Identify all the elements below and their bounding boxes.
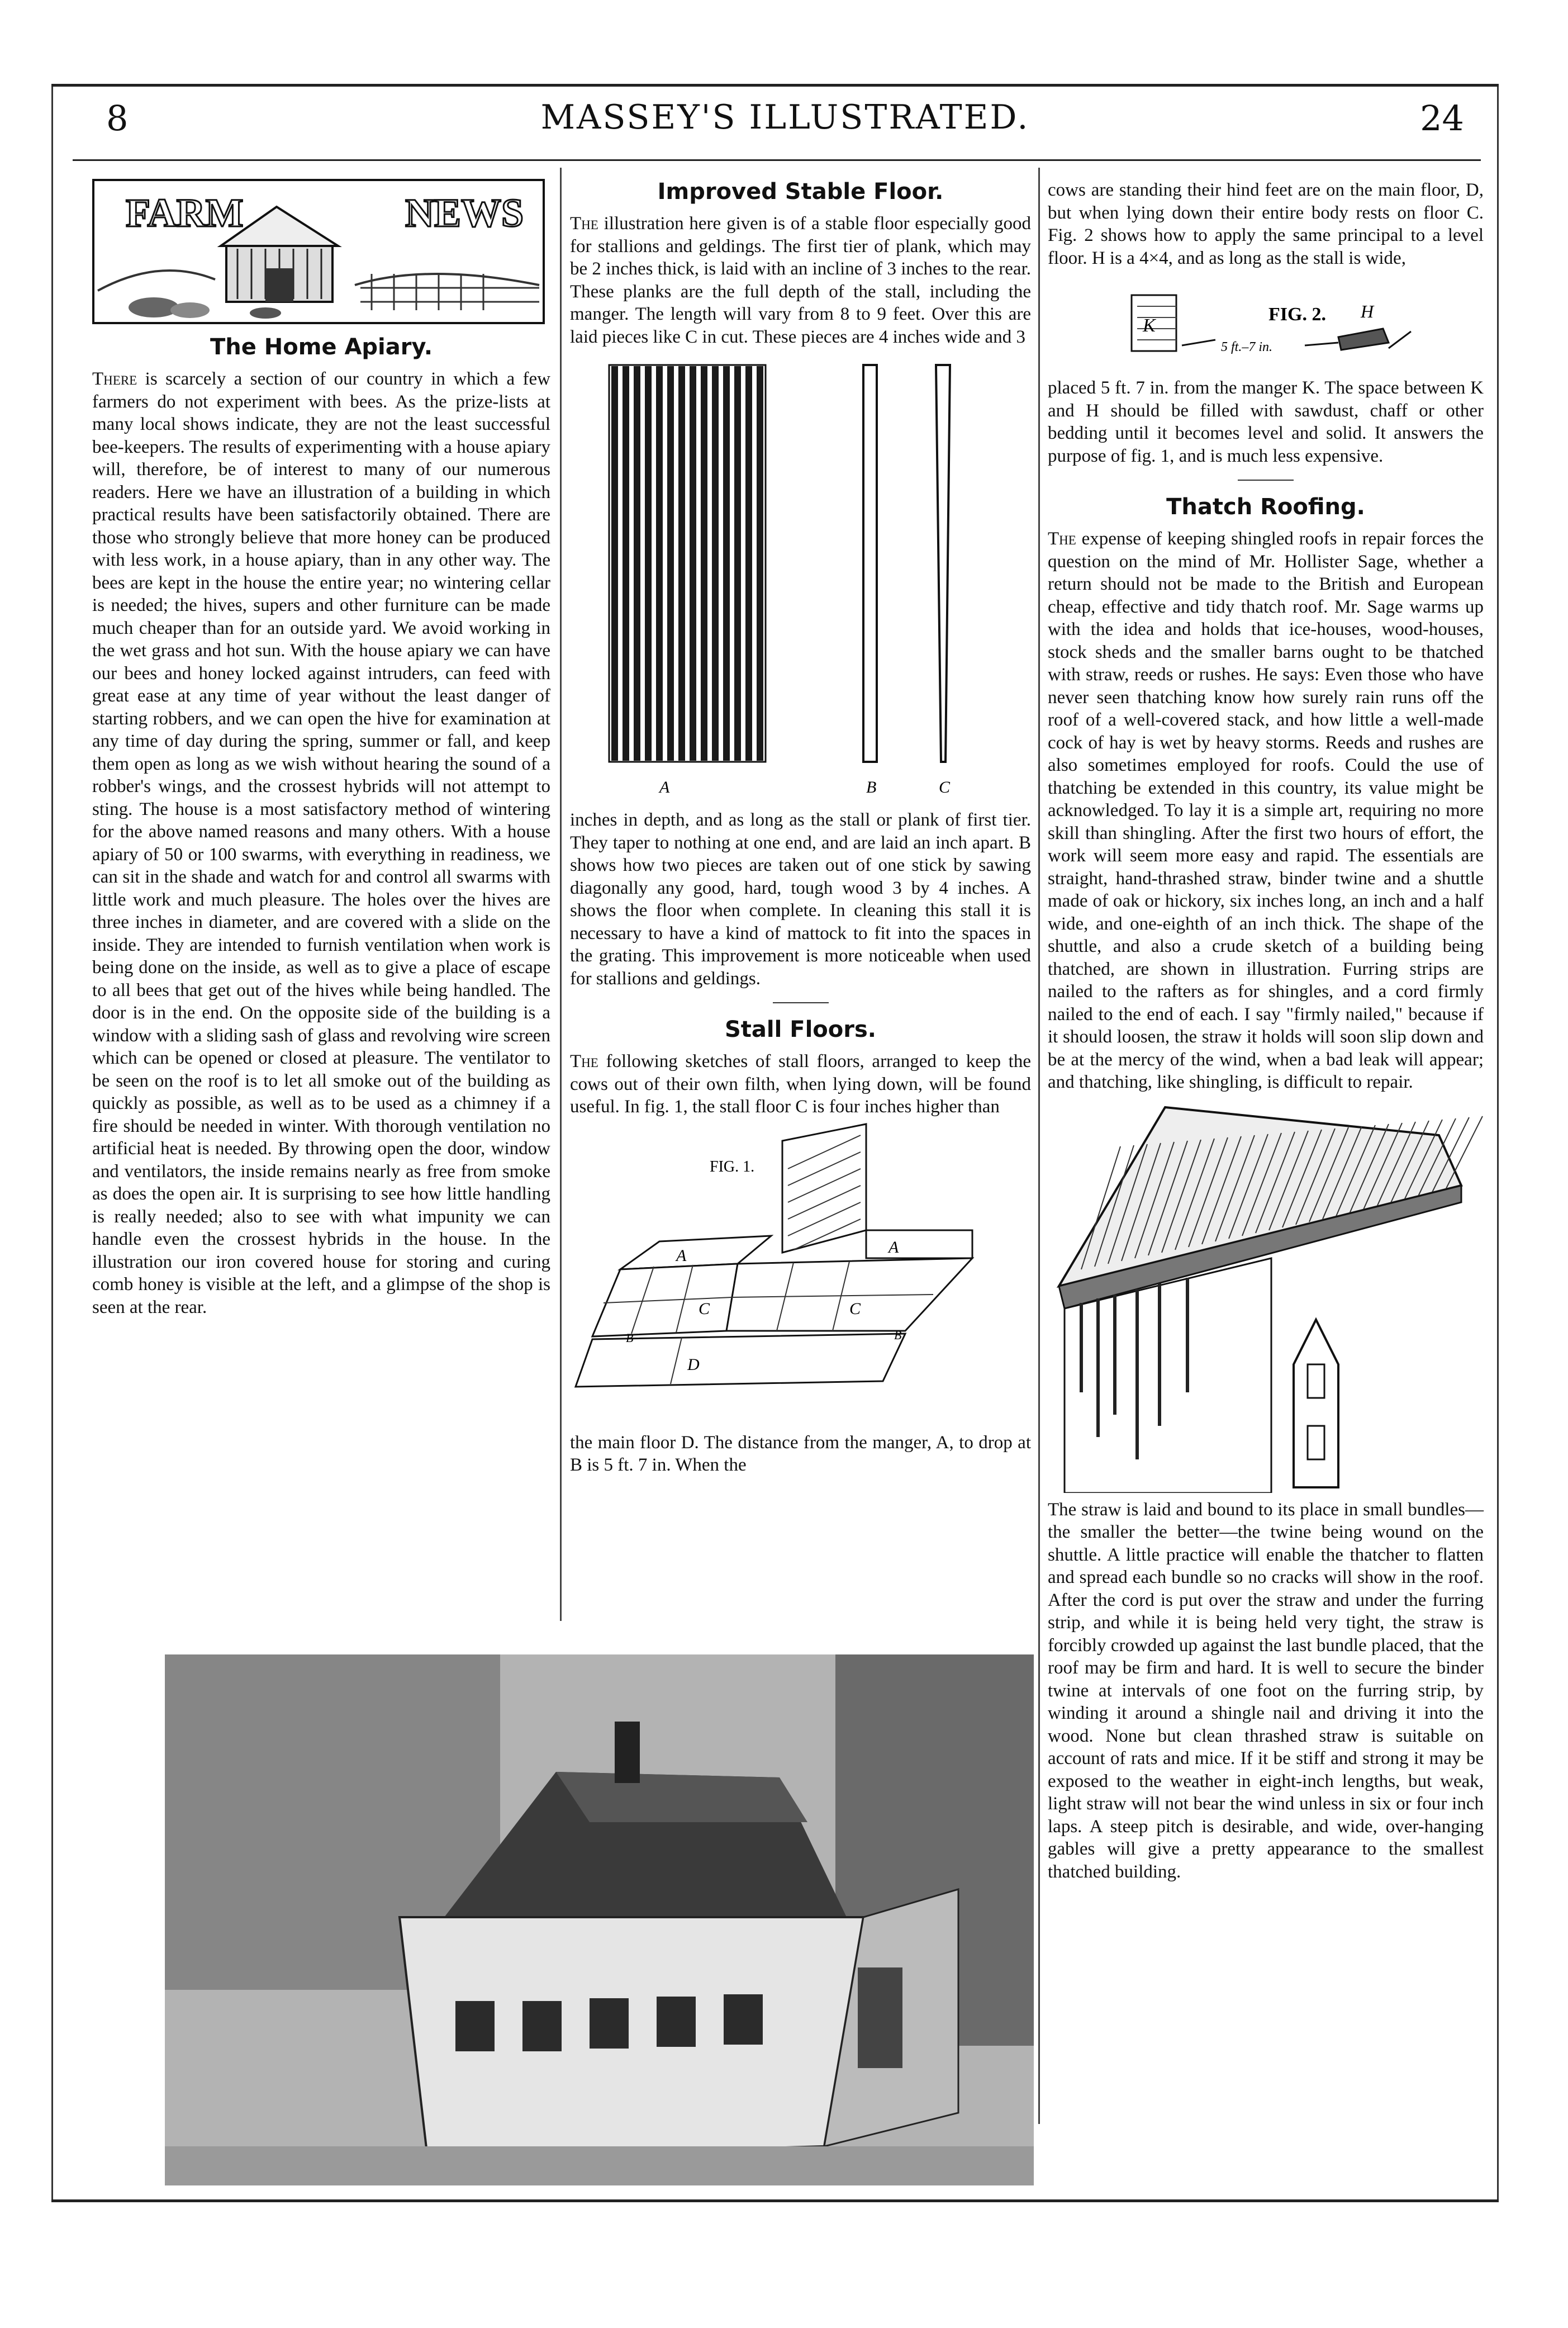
stall-floors-body-3: cows are standing their hind feet are on the main floor, D, but when lying down their entire body rests on floor C. Fig. 2 shows how to apply the same principal to a level floor. H is a 4×4, and as long as the stall is wide,	[1048, 180, 1484, 268]
fig2-h: H	[1361, 301, 1374, 321]
stall-floors-body-2: the main floor D. The distance from the manger, A, to drop at B is 5 ft. 7 in. When the	[570, 1432, 1031, 1475]
home-apiary-body	[92, 368, 550, 1319]
home-apiary-title: The Home Apiary.	[210, 334, 433, 360]
masthead-title: MASSEY'S ILLUSTRATED.	[540, 98, 1030, 137]
fig2-dimension: 5 ft.–7 in.	[1221, 340, 1273, 354]
stable-floor-body-2: inches in depth, and as long as the stall or plank of first tier. They taper to nothing at one end, and are laid an inch apart. B shows how two pieces are taken out of one stick by sawing diagonally any good, hard, tough wood 3 by 4 inches. A shows the floor when complete. In cleaning this stall it is necessary to have a kind of mattock to fit into the spaces in the grating. This improvement is more noticeable when used for stallions and geldings.	[570, 810, 1031, 989]
stall-floors-dropword: The	[570, 1051, 598, 1071]
thatch-stroke	[1443, 1116, 1483, 1194]
svg-text:NEWS: NEWS	[405, 191, 524, 235]
grating-slat	[690, 366, 696, 761]
grating-slat	[757, 366, 763, 761]
column-3	[1048, 179, 1484, 1883]
stall-floors-text-1: following sketches of stall floors, arranged to keep the cows out of their own filth, when lying down, will be found useful. In fig. 1, the stall floor C is four inches higher than	[570, 1051, 1031, 1117]
stall-floors-body-1	[570, 1050, 1031, 1118]
house-apiary-photo	[165, 1654, 1034, 2185]
grating-slat	[734, 366, 741, 761]
fig1-a1: A	[676, 1246, 687, 1265]
label-a: A	[659, 778, 670, 796]
column-rule-1	[560, 168, 562, 1621]
grating-slat	[712, 366, 719, 761]
fig1-label: FIG. 1.	[710, 1158, 755, 1175]
floor-grating-a	[609, 365, 766, 762]
plank-b	[863, 365, 877, 762]
grating-slat	[611, 366, 618, 761]
stable-floor-body-1	[570, 212, 1031, 348]
grating-frame	[609, 365, 766, 762]
fig1-d: D	[687, 1355, 700, 1374]
stable-floor-text-1: illustration here given is of a stable floor especially good for stallions and geldings. The first tier of plank, which may be 2 inches thick, is laid with an incline of 3 inches to the rear. These planks are the full depth of the stall, including the manger. The length will vary from 8 to 9 feet. Over this are laid pieces like C in cut. These pieces are 4 inches wide and 3	[570, 214, 1031, 347]
stable-floor-illustration	[570, 354, 1031, 807]
label-b: B	[866, 778, 877, 796]
grating-slat	[701, 366, 707, 761]
label-c: C	[939, 778, 951, 796]
thatch-body-1	[1048, 528, 1484, 1094]
divider	[773, 1002, 829, 1003]
home-apiary-text: is scarcely a section of our country in which a few farmers do not experiment with bees. As the prize-lists at many local shows indicate, they are not the least successful bee-keepers. The results of experimenting with a house apiary will, therefore, be of interest to many of our numerous readers. Here we have an illustration of a building in which practical results have been satisfactorily obtained. There are those who strongly believe that more honey can be produced with less work, in a house apiary, than in any other way. The bees are kept in the house the entire year; no wintering cellar is needed; the hives, supers and other furniture can be made much cheaper than for an outside yard. We avoid working in the wet grass and hot sun. With the house apiary we can have our bees and honey locked against intruders, can feed with great ease at any time of year without the least danger of starting robbers, and we can open the hive for examination at any time of day during the spring, summer or fall, and keep them open as long as we wish without hearing the sound of a robber's wings, and the crossest hybrids will not attempt to sting. The house is a most satisfactory method of wintering for the above named reasons and many others. With a house apiary of 50 or 100 swarms, with everything in readiness, we can sit in the shade and watch for and control all swarms with little work and much pleasure. The holes over the hives are three inches in diameter, and are covered with a slide on the inside. They are intended to furnish ventilation when work is being done on the inside, as well as to give a place of escape to all bees that get out of the hives while being handled. The door is in the end. On the opposite side of the building is a window with a sliding sash of glass and revolving wire screen which can be opened or closed at pleasure. The ventilator to be seen on the roof is to let all smoke out of the building as quickly as possible, as well as to be used as a chimney if a fire should be needed in winter. With thorough ventilation no artificial heat is needed. By throwing open the door, window and ventilators, the inside remains nearly as free from smoke as does the open air. It is surprising to see how little handling is really needed; also to see with what impunity we can handle even the crossest hybrids in the house. In the illustration our iron covered house for storing and curing comb honey is visible at the left, and a glimpse of the shop is seen at the rear.	[92, 369, 550, 1317]
grating-slat	[678, 366, 685, 761]
thatch-roof-illustration	[1048, 1102, 1484, 1493]
fig2-k: K	[1143, 315, 1156, 336]
home-apiary-dropword: There	[92, 369, 137, 389]
grating-slat	[645, 366, 652, 761]
stall-floor-figure-1	[570, 1118, 1031, 1431]
taper-piece-c	[936, 365, 950, 762]
fig1-c2: C	[849, 1299, 861, 1318]
grating-slat	[667, 366, 674, 761]
fig1-b2: B	[894, 1327, 902, 1342]
column-1	[92, 179, 550, 1319]
grating-slat	[656, 366, 663, 761]
column-rule-2	[1038, 168, 1040, 2124]
fig2-label: FIG. 2.	[1268, 304, 1326, 325]
stall-floors-body-4: placed 5 ft. 7 in. from the manger K. The space between K and H should be filled with sawdust, chaff or other bedding until it becomes level and solid. It answers the purpose of fig. 1, and is much less expensive.	[1048, 378, 1484, 466]
page-number-right: 24	[1420, 98, 1464, 139]
divider	[1238, 480, 1294, 481]
thatch-roofing-title: Thatch Roofing.	[1166, 494, 1365, 520]
grating-slat	[634, 366, 640, 761]
fig1-b1: B	[626, 1330, 634, 1345]
stable-floor-dropword: The	[570, 214, 598, 234]
thatch-dropword: The	[1048, 529, 1076, 549]
thatch-body-2: The straw is laid and bound to its place in small bundles—the smaller the better—the twine being wound on the shuttle. A little practice will enable the thatcher to flatten and spread each bundle so no cracks will show in the roof. After the cord is put over the straw and under the furring strip, and while it is being held very tight, the straw is forcibly crowded up against the last bundle placed, that the roof may be firm and hard. It is well to secure the binder twine at intervals of one foot on the furring strip, by winding it around a shingle nail and driving it into the wood. None but clean thrashed straw is suitable on account of rats and mice. If it be stiff and strong it may be exposed to the weather in eight-inch lengths, but weak, light straw will not bear the wind unless in six or four inch laps. A steep pitch is desirable, and wide, over-hanging gables will give a pretty appearance to the smallest thatched building.	[1048, 1499, 1484, 1882]
stall-floors-title: Stall Floors.	[725, 1017, 876, 1042]
banner-text: FARM	[126, 191, 244, 235]
grating-slat	[623, 366, 629, 761]
stall-floor-figure-2	[1048, 273, 1484, 373]
page-header	[84, 92, 1486, 154]
grating-slat	[723, 366, 730, 761]
fig1-c1: C	[699, 1299, 710, 1318]
header-rule	[73, 159, 1481, 161]
stable-floor-title: Improved Stable Floor.	[657, 179, 944, 205]
fig1-a2: A	[888, 1238, 899, 1257]
page-number-left: 8	[106, 98, 129, 139]
column-2	[570, 179, 1031, 1477]
thatch-text-1: expense of keeping shingled roofs in repair forces the question on the mind of Mr. Hollister Sage, whether a return should not be made to the British and European cheap, effective and tidy thatch roof. Mr. Sage warms up with the idea and holds that ice-houses, wood-houses, stock sheds and the smaller barns ought to be thatched with straw, reeds or rushes. He says: Even those who have never seen thatching know how surely rain runs off the roof of a well-covered stack, and how little a well-made cock of hay is wet by heavy storms. Reeds and rushes are also sometimes employed for roofs. Could the use of thatching be extended in this country, its value might be acknowledged. To lay it is a simple art, requiring no more skill than shingling. After the first two hours of effort, the work will seem more easy and rapid. The essentials are straight, hand-thrashed straw, binder twine and a shuttle made of oak or hickory, six inches long, an inch and a half wide, and one-eighth of an inch thick. The shape of the shuttle, and also a crude sketch of a building being thatched, are shown in illustration. Furring strips are nailed to the rafters as for shingles, and a cord firmly nailed to the end of each. I say "firmly nailed," because if it should loosen, the straw it holds will soon slip down and be at the mercy of the wind, when a bad leak will appear; and thatching, like shingling, is difficult to repair.	[1048, 529, 1484, 1092]
farm-news-banner	[92, 179, 545, 324]
grating-slat	[745, 366, 752, 761]
